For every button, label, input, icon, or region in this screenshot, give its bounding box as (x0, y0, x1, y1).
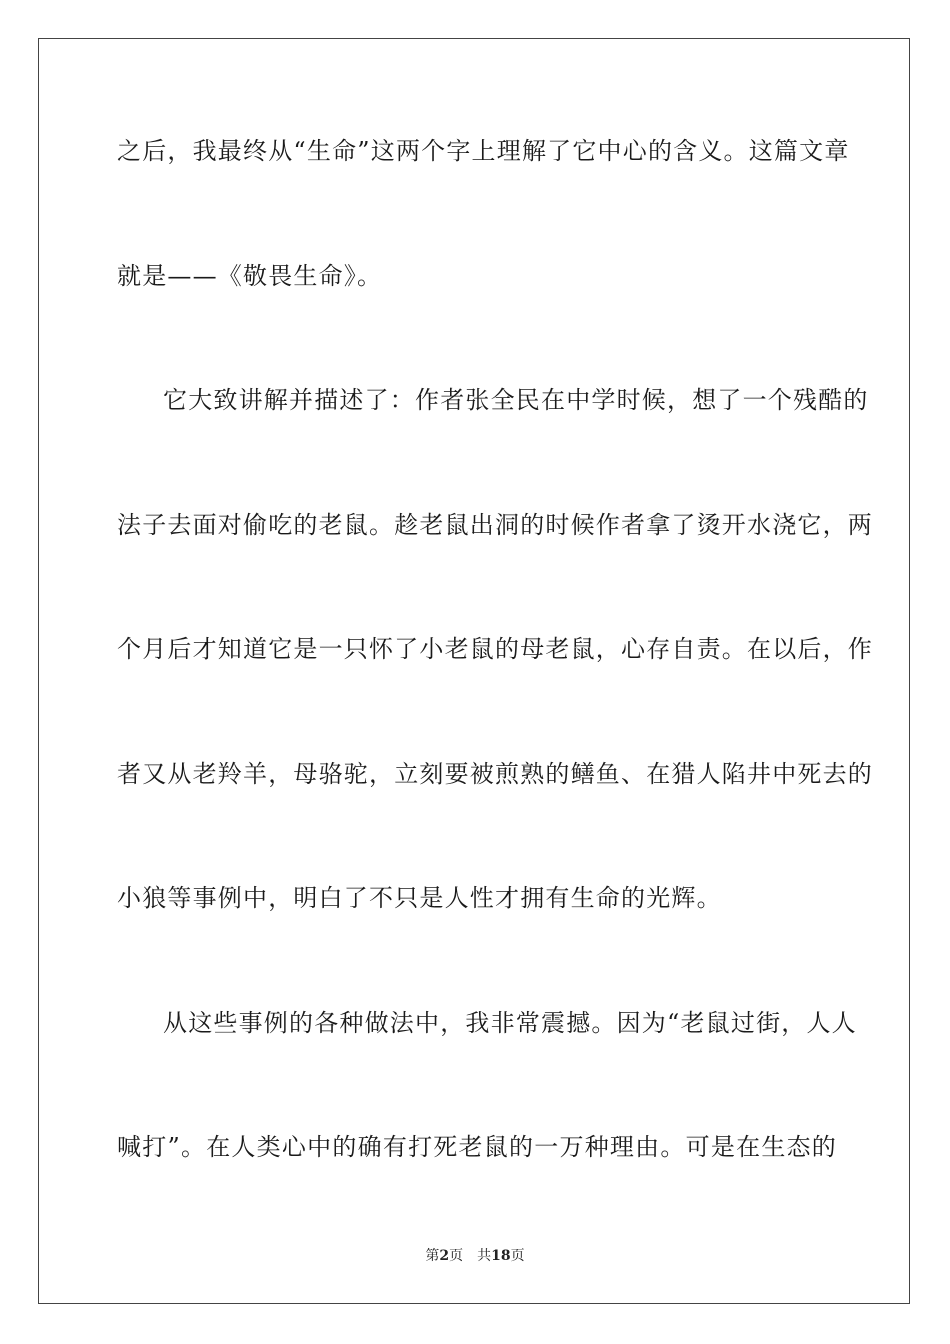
page-suffix: 页 (449, 1248, 464, 1264)
page-border (38, 38, 910, 1304)
total-pages: 18 (491, 1248, 511, 1264)
body-line-8: 从这些事例的各种做法中，我非常震撼。因为“老鼠过街，人人 (163, 1009, 857, 1037)
body-line-2: 就是——《敬畏生命》。 (117, 262, 383, 290)
body-line-9: 喊打”。在人类心中的确有打死老鼠的一万种理由。可是在生态的 (117, 1133, 837, 1161)
total-suffix: 页 (510, 1248, 525, 1264)
body-line-6: 者又从老羚羊，母骆驼，立刻要被煎熟的鳝鱼、在猎人陷井中死去的 (117, 760, 873, 788)
body-line-7: 小狼等事例中，明白了不只是人性才拥有生命的光辉。 (117, 884, 722, 912)
page-prefix: 第 (425, 1248, 440, 1264)
body-line-5: 个月后才知道它是一只怀了小老鼠的母老鼠，心存自责。在以后，作 (117, 635, 873, 663)
total-prefix: 共 (477, 1248, 492, 1264)
page-number: 2 (439, 1248, 450, 1264)
page-footer (0, 1247, 950, 1265)
body-line-3: 它大致讲解并描述了：作者张全民在中学时候，想了一个残酷的 (163, 386, 869, 414)
body-line-1: 之后，我最终从“生命”这两个字上理解了它中心的含义。这篇文章 (117, 137, 850, 165)
body-line-4: 法子去面对偷吃的老鼠。趁老鼠出洞的时候作者拿了烫开水浇它，两 (117, 511, 873, 539)
